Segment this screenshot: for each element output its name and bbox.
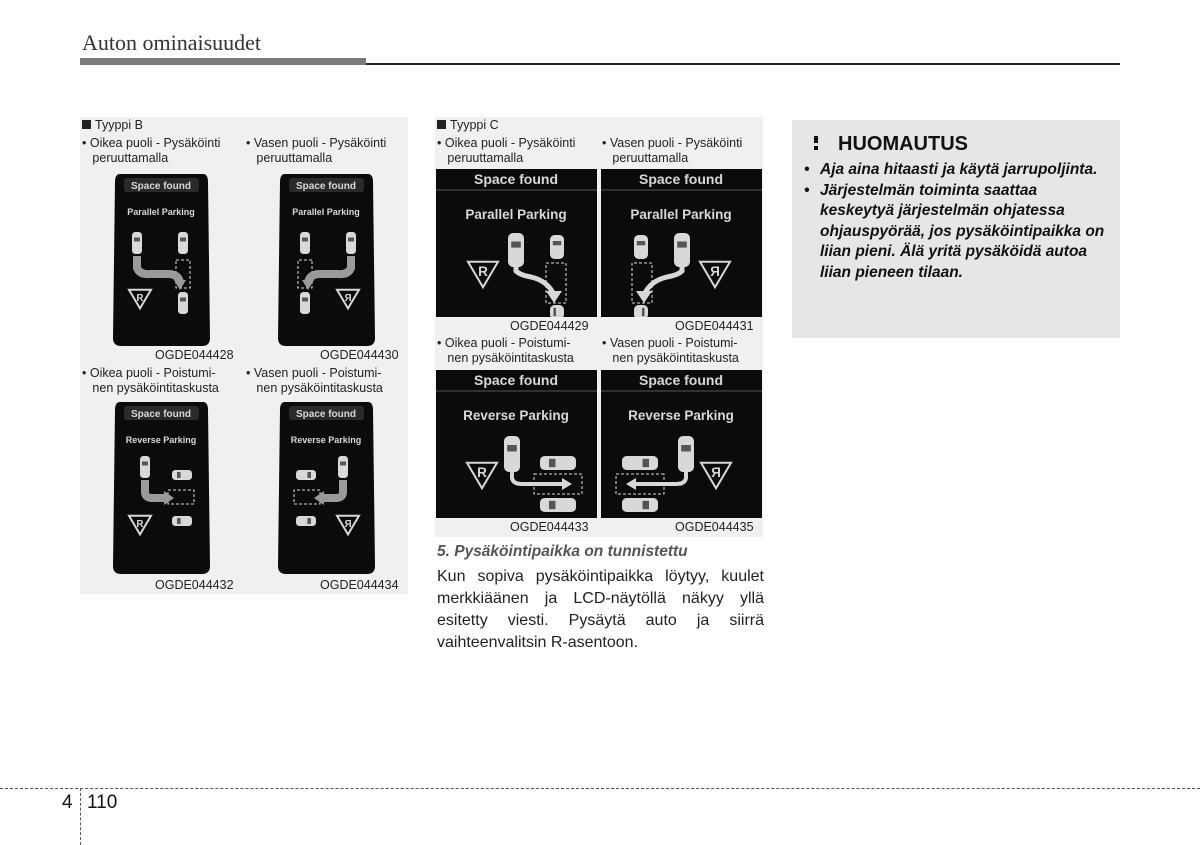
section-heading: 5. Pysäköintipaikka on tunnistettu — [437, 543, 688, 560]
car-icon — [178, 292, 188, 314]
lcd-display — [113, 402, 210, 574]
page-header-title: Auton ominaisuudet — [82, 30, 262, 55]
lcd-screen-b1 — [80, 170, 243, 347]
type-c-label — [437, 118, 499, 132]
svg-text:R: R — [478, 264, 488, 279]
note-title: HUOMAUTUS — [838, 133, 968, 155]
car-icon — [172, 516, 192, 526]
lcd-screen-c1 — [436, 169, 597, 317]
type-c-label-text: Tyyppi C — [450, 118, 499, 132]
section-body: Kun sopiva pysäköintipaikka löytyy, kuulet merkkiäänen ja LCD-näytöllä näkyy yllä esitetty viesti. Pysäytä auto ja siirrä vaihteenvalitsin R-asentoon. — [437, 568, 764, 651]
car-icon — [338, 456, 348, 478]
svg-text:R: R — [711, 465, 721, 480]
lcd-display — [278, 174, 375, 346]
lcd-display — [278, 402, 375, 574]
lcd-mode-text: Parallel Parking — [465, 207, 567, 222]
svg-text:R: R — [344, 519, 352, 530]
car-icon — [622, 456, 658, 470]
footer-divider — [80, 788, 81, 845]
note-list — [804, 160, 1112, 283]
svg-text:R: R — [710, 264, 720, 279]
lcd-title-text: Space found — [638, 372, 724, 388]
lcd-mode-text: Parallel Parking — [630, 207, 732, 222]
car-icon — [346, 232, 356, 254]
header-rule — [366, 63, 1120, 65]
car-icon — [540, 498, 576, 512]
car-icon — [296, 470, 316, 480]
car-icon — [172, 470, 192, 480]
lcd-title-text: Space found — [295, 409, 357, 420]
car-icon — [550, 305, 564, 317]
lcd-mode-text: Reverse Parking — [125, 435, 197, 445]
car-icon — [296, 516, 316, 526]
note-item: • Järjestelmän toiminta saattaa keskeytyä järjestelmän ohjatessa ohjauspyörää, jos pysäköintipaikka on liian pieni. Älä yritä pysäköidä autoa liian pieneen tilaan. — [804, 181, 1105, 281]
figure-code-c1: OGDE044429 — [510, 319, 589, 333]
lcd-title-text: Space found — [295, 181, 357, 192]
lcd-title-text: Space found — [130, 181, 192, 192]
lcd-mode-text: Reverse Parking — [628, 408, 734, 423]
type-b-caption-4: • Vasen puoli - Poistumi- nen pysäköintitaskusta — [246, 366, 383, 395]
car-icon — [132, 232, 142, 254]
lcd-mode-text: Parallel Parking — [127, 207, 195, 217]
type-b-caption-2: • Vasen puoli - Pysäköinti peruuttamalla — [246, 136, 387, 165]
square-bullet-icon — [437, 120, 446, 129]
note-box — [792, 120, 1120, 338]
figure-code-b1: OGDE044428 — [155, 348, 234, 362]
type-b-caption-1: • Oikea puoli - Pysäköinti peruuttamalla — [82, 136, 221, 165]
figure-code-b2: OGDE044430 — [320, 348, 399, 362]
chapter-number: 4 — [62, 792, 73, 813]
lcd-mode-text: Reverse Parking — [290, 435, 362, 445]
svg-text:R: R — [136, 519, 144, 530]
type-b-label-text: Tyyppi B — [95, 118, 143, 132]
car-icon — [674, 233, 690, 267]
svg-text:R: R — [477, 465, 487, 480]
type-b-label — [82, 118, 143, 132]
square-bullet-icon — [82, 120, 91, 129]
header-bar — [80, 58, 366, 65]
lcd-mode-text: Parallel Parking — [292, 207, 360, 217]
note-item: • Aja aina hitaasti ja käytä jarrupoljinta. — [804, 161, 1098, 178]
car-icon — [550, 235, 564, 259]
note-item-text: Järjestelmän toiminta saattaa keskeytyä järjestelmän ohjatessa ohjauspyörää, jos pysäköintipaikka on liian pieni. Älä yritä pysäköidä autoa liian pieneen tilaan. — [820, 181, 1105, 281]
car-icon — [300, 232, 310, 254]
lcd-screen-b2 — [245, 170, 408, 347]
footer-rule — [0, 788, 1200, 789]
lcd-screen-c4 — [601, 370, 762, 518]
lcd-mode-text: Reverse Parking — [463, 408, 569, 423]
car-icon — [634, 235, 648, 259]
car-icon — [508, 233, 524, 267]
car-icon — [300, 292, 310, 314]
car-icon — [634, 305, 648, 317]
figure-code-c2: OGDE044431 — [675, 319, 754, 333]
lcd-display — [113, 174, 210, 346]
lcd-title-text: Space found — [473, 171, 559, 187]
lcd-screen-b3 — [80, 398, 243, 575]
note-item-text: Aja aina hitaasti ja käytä jarrupoljinta. — [820, 161, 1098, 178]
type-c-caption-3: • Oikea puoli - Poistumi- nen pysäköintitaskusta — [437, 336, 574, 365]
car-icon — [540, 456, 576, 470]
figure-code-b4: OGDE044434 — [320, 578, 399, 592]
lcd-screen-c3 — [436, 370, 597, 518]
type-c-caption-2: • Vasen puoli - Pysäköinti peruuttamalla — [602, 136, 743, 165]
lcd-screen-c2 — [601, 169, 762, 317]
car-icon — [178, 232, 188, 254]
car-icon — [622, 498, 658, 512]
exclamation-icon — [812, 134, 820, 153]
car-icon — [678, 436, 694, 472]
car-icon — [140, 456, 150, 478]
car-icon — [504, 436, 520, 472]
figure-code-c4: OGDE044435 — [675, 520, 754, 534]
figure-code-c3: OGDE044433 — [510, 520, 589, 534]
lcd-screen-b4 — [245, 398, 408, 575]
lcd-title-text: Space found — [473, 372, 559, 388]
type-b-caption-3: • Oikea puoli - Poistumi- nen pysäköintitaskusta — [82, 366, 219, 395]
figure-code-b3: OGDE044432 — [155, 578, 234, 592]
type-c-caption-4: • Vasen puoli - Poistumi- nen pysäköintitaskusta — [602, 336, 739, 365]
page-number: 110 — [87, 792, 118, 813]
svg-text:R: R — [136, 293, 144, 304]
svg-text:R: R — [344, 293, 352, 304]
lcd-title-text: Space found — [130, 409, 192, 420]
lcd-title-text: Space found — [638, 171, 724, 187]
type-c-caption-1: • Oikea puoli - Pysäköinti peruuttamalla — [437, 136, 576, 165]
